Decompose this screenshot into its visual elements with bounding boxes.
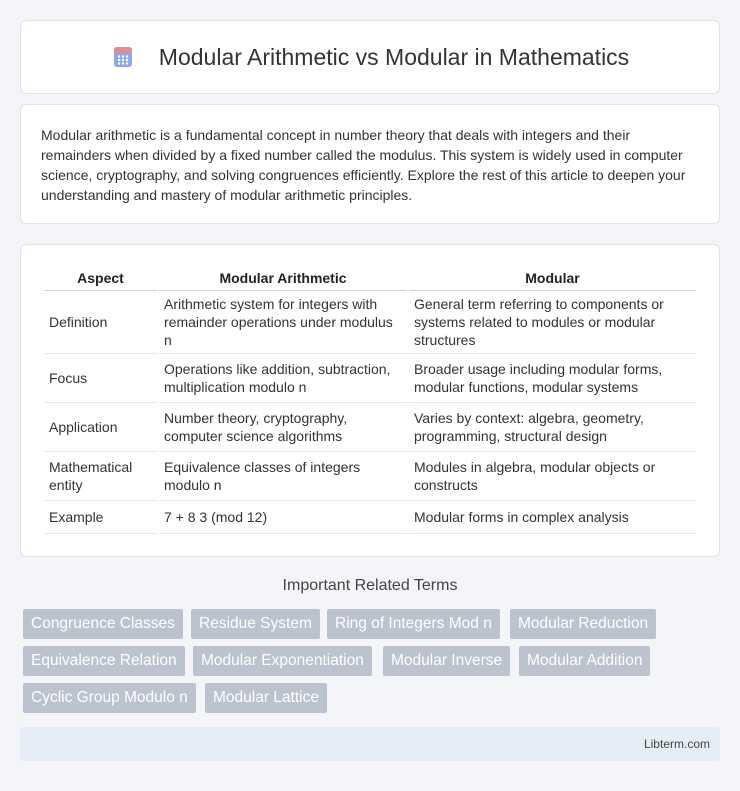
table-row — [44, 452, 696, 501]
calculator-icon — [111, 45, 135, 69]
table-cell: Example — [44, 501, 157, 534]
table-cell: Modular forms in complex analysis — [409, 501, 696, 534]
table-cell: 7 + 8 3 (mod 12) — [159, 501, 407, 534]
page-title: Modular Arithmetic vs Modular in Mathematics — [158, 43, 630, 70]
table-cell: Application — [44, 403, 157, 452]
table-cell: Definition — [44, 291, 157, 354]
table-cell: Arithmetic system for integers with remainder operations under modulus n — [159, 291, 407, 354]
related-term-tag[interactable]: Equivalence Relation — [23, 646, 185, 676]
footer-site-link[interactable]: Libterm.com — [643, 737, 710, 751]
related-term-tag[interactable]: Cyclic Group Modulo n — [23, 683, 196, 713]
related-term-tag[interactable]: Modular Exponentiation — [193, 646, 372, 676]
table-cell: General term referring to components or systems related to modules or modular structures — [409, 291, 696, 354]
footer — [20, 727, 720, 761]
related-term-tag[interactable]: Modular Inverse — [383, 646, 510, 676]
related-term-tag[interactable]: Ring of Integers Mod n — [327, 609, 500, 639]
table-cell: Number theory, cryptography, computer science algorithms — [159, 403, 407, 452]
related-term-tag[interactable]: Modular Addition — [519, 646, 650, 676]
table-cell: Mathematical entity — [44, 452, 157, 501]
table-row — [44, 501, 696, 534]
table-cell: Broader usage including modular forms, modular functions, modular systems — [409, 354, 696, 403]
table-cell: Focus — [44, 354, 157, 403]
comparison-table — [42, 265, 698, 534]
table-cell: Operations like addition, subtraction, multiplication modulo n — [159, 354, 407, 403]
table-row — [44, 291, 696, 354]
related-term-tag[interactable]: Congruence Classes — [23, 609, 183, 639]
table-cell: Varies by context: algebra, geometry, programming, structural design — [409, 403, 696, 452]
column-header: Modular — [409, 265, 696, 291]
intro-text: Modular arithmetic is a fundamental concept in number theory that deals with integers and their remainders when divided by a fixed number called the modulus. This system is widely used in computer science, cryptography, and solving congruences efficiently. Explore the rest of this article to deepen your understanding and mastery of modular arithmetic principles. — [41, 127, 686, 203]
table-header-row — [44, 265, 696, 291]
column-header: Aspect — [44, 265, 157, 291]
table-cell: Equivalence classes of integers modulo n — [159, 452, 407, 501]
table-cell: Modules in algebra, modular objects or constructs — [409, 452, 696, 501]
related-term-tag[interactable]: Modular Lattice — [205, 683, 327, 713]
related-term-tag[interactable]: Modular Reduction — [510, 609, 656, 639]
intro-card — [20, 104, 720, 224]
table-row — [44, 403, 696, 452]
header-card — [20, 20, 720, 94]
comparison-table-card — [20, 244, 720, 557]
table-row — [44, 354, 696, 403]
related-terms-title: Important Related Terms — [282, 577, 458, 594]
related-term-tag[interactable]: Residue System — [191, 609, 320, 639]
column-header: Modular Arithmetic — [159, 265, 407, 291]
